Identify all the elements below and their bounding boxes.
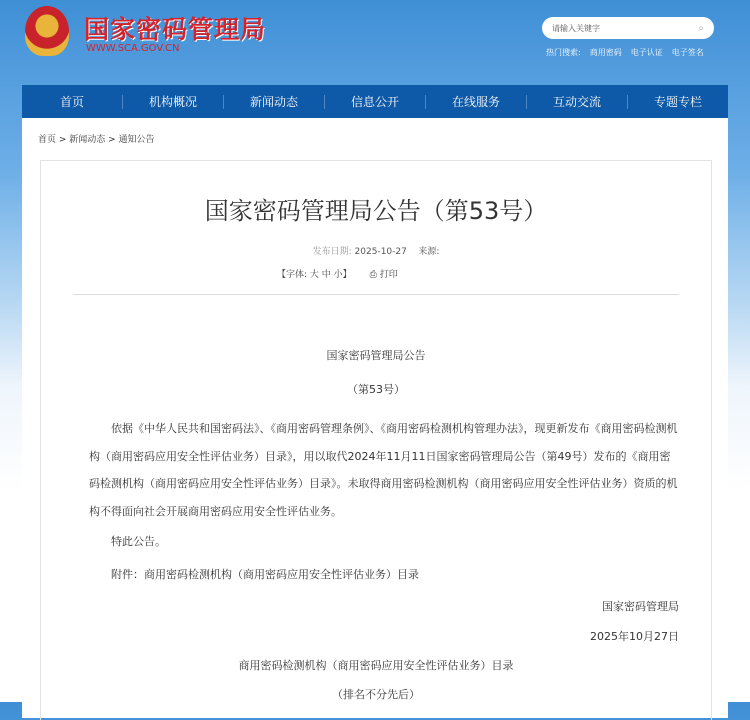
list-title: 商用密码检测机构（商用密码应用安全性评估业务）目录	[238, 659, 514, 672]
nav-about[interactable]: 机构概况	[123, 95, 224, 109]
site-url: WWW.SCA.GOV.CN	[86, 43, 180, 54]
print-button[interactable]	[370, 267, 398, 280]
content-panel	[22, 118, 728, 718]
hot-searches	[546, 47, 704, 58]
signature: 国家密码管理局	[602, 600, 679, 613]
font-size-control[interactable]: 【字体: 大 中 小】	[277, 270, 352, 280]
article	[40, 160, 712, 720]
hot-link[interactable]: 电子认证	[630, 48, 663, 57]
publish-date: 2025-10-27	[354, 247, 407, 257]
hot-link[interactable]: 商用密码	[589, 48, 622, 57]
date-label: 发布日期:	[312, 247, 352, 257]
search-input[interactable]	[542, 17, 714, 39]
divider	[73, 294, 679, 295]
nav-home[interactable]: 首页	[22, 95, 123, 109]
main-nav	[22, 85, 728, 118]
attachment-link[interactable]: 商用密码检测机构（商用密码应用安全性评估业务）目录	[144, 568, 419, 581]
printer-icon: ⎙	[369, 270, 377, 280]
nav-services[interactable]: 在线服务	[426, 95, 527, 109]
article-meta	[41, 244, 711, 257]
site-name[interactable]: 国家密码管理局	[84, 15, 267, 44]
notice-heading: 国家密码管理局公告	[326, 349, 426, 362]
search-placeholder: 请输入关键字	[552, 23, 600, 33]
national-emblem-icon	[25, 6, 69, 56]
page-title: 国家密码管理局公告（第53号）	[204, 197, 548, 225]
nav-interaction[interactable]: 互动交流	[527, 95, 628, 109]
hot-label: 热门搜索:	[546, 48, 581, 57]
attachment	[111, 566, 419, 582]
nav-topics[interactable]: 专题专栏	[653, 94, 702, 109]
list-note: （排名不分先后）	[332, 688, 420, 701]
notice-body: 依据《中华人民共和国密码法》、《商用密码管理条例》、《商用密码检测机构管理办法》，现更新发布《商用密码检测机构（商用密码应用安全性评估业务）目录》，用以取代2024年11月11日国家密码管理局公告（第49号）发布的《商用密码检测机构（商用密码应用安全性评估业务）目录》。未取得商用密码检测机构（商用密码应用安全性评估业务）资质的机构不得面向社会开展商用密码应用安全性评估业务。	[89, 422, 678, 518]
sign-date: 2025年10月27日	[590, 630, 679, 643]
nav-info[interactable]: 信息公开	[325, 95, 426, 109]
breadcrumb[interactable]: 首页 > 新闻动态 > 通知公告	[38, 135, 155, 145]
source-label: 来源:	[418, 247, 440, 257]
nav-news[interactable]: 新闻动态	[224, 95, 325, 109]
search-icon[interactable]: ⌕	[698, 22, 704, 34]
closing: 特此公告。	[111, 535, 166, 548]
article-tools	[277, 267, 398, 280]
print-label: 打印	[379, 270, 398, 280]
attachment-label: 附件：	[111, 568, 144, 581]
notice-number: （第53号）	[347, 383, 405, 396]
hot-link[interactable]: 电子签名	[671, 48, 704, 57]
